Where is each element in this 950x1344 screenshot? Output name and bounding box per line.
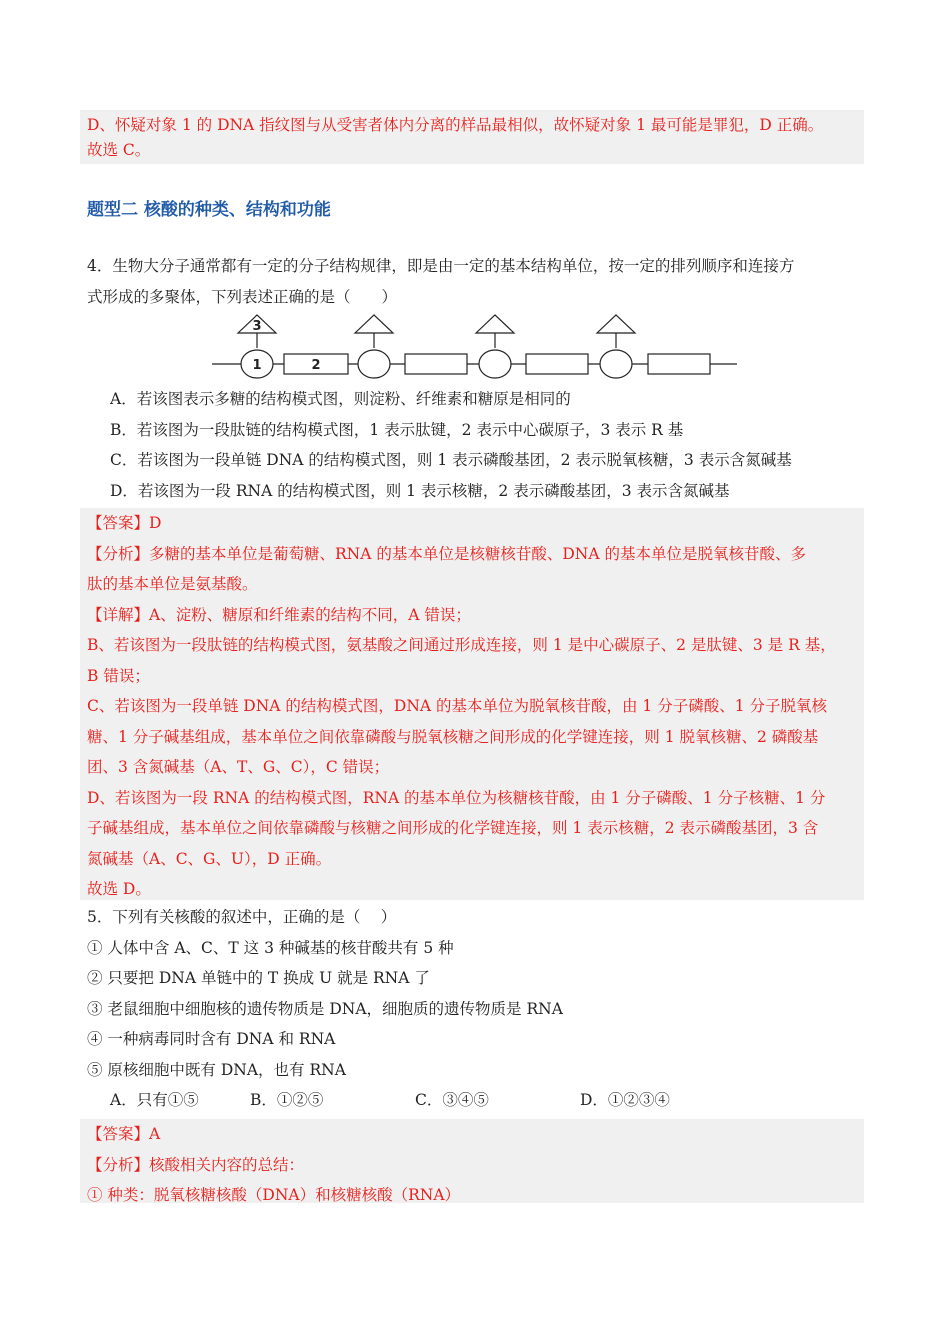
option-b: B．若该图为一段肽链的结构模式图，1 表示肽键，2 表示中心碳原子，3 表示 R 基 — [110, 420, 684, 439]
answer-line: 【答案】D — [87, 514, 162, 532]
question-4-stem-line: 式形成的多聚体，下列表述正确的是（ ） — [87, 287, 398, 306]
question-4-stem-line: 4．生物大分子通常都有一定的分子结构规律，即是由一定的基本结构单位，按一定的排列顺序和连接方 — [87, 257, 795, 275]
statement-1: ① 人体中含 A、C、T 这 3 种碱基的核苷酸共有 5 种 — [87, 938, 454, 957]
choice-a: A．只有①⑤ — [110, 1091, 199, 1109]
option-a: A．若该图表示多糖的结构模式图，则淀粉、纤维素和糖原是相同的 — [110, 390, 571, 408]
choice-c: C．③④⑤ — [415, 1091, 489, 1109]
detail-line: 子碱基组成，基本单位之间依靠磷酸与核糖之间形成的化学键连接，则 1 表示核糖，2 表示磷酸基团，3 含 — [87, 819, 819, 837]
choice-d: D．①②③④ — [580, 1091, 670, 1109]
label-2: 2 — [311, 358, 321, 373]
conclusion-line: 故选 C。 — [87, 140, 151, 159]
explanation-line: D、怀疑对象 1 的 DNA 指纹图与从受害者体内分离的样品最相似，故怀疑对象 1 最可能是罪犯，D 正确。 — [87, 116, 824, 134]
question-5-choices — [80, 1085, 864, 1116]
analysis-line: 肽的基本单位是氨基酸。 — [87, 575, 258, 593]
detail-line: 氮碱基（A、C、G、U），D 正确。 — [87, 849, 332, 868]
detail-line: 糖、1 分子碱基组成，基本单位之间依靠磷酸与脱氧核糖之间形成的化学键连接，则 1 脱氧核糖、2 磷酸基 — [87, 727, 819, 746]
detail-line: 【详解】A、淀粉、糖原和纤维素的结构不同，A 错误； — [87, 605, 471, 624]
statement-3: ③ 老鼠细胞中细胞核的遗传物质是 DNA，细胞质的遗传物质是 RNA — [87, 999, 563, 1018]
statement-2: ② 只要把 DNA 单链中的 T 换成 U 就是 RNA 了 — [87, 969, 430, 987]
choice-b: B．①②⑤ — [250, 1091, 324, 1109]
analysis-line: 【分析】多糖的基本单位是葡萄糖、RNA 的基本单位是核糖核苷酸、DNA 的基本单位是脱氧核苷酸、多 — [87, 544, 806, 563]
detail-line: B 错误； — [87, 666, 150, 685]
detail-line: D、若该图为一段 RNA 的结构模式图，RNA 的基本单位为核糖核苷酸，由 1 分子磷酸、1 分子核糖、1 分 — [87, 788, 826, 807]
question-4-options — [80, 384, 864, 506]
question-5-stem: 5．下列有关核酸的叙述中，正确的是（ ） — [87, 908, 397, 926]
option-d: D．若该图为一段 RNA 的结构模式图，则 1 表示核糖，2 表示磷酸基团，3 表示含氮碱基 — [110, 481, 730, 500]
question-5-answer-block — [80, 1119, 864, 1203]
detail-line: B、若该图为一段肽链的结构模式图，氨基酸之间通过形成连接，则 1 是中心碳原子、2 是肽键、3 是 R 基， — [87, 636, 836, 654]
detail-line: C、若该图为一段单链 DNA 的结构模式图，DNA 的基本单位为脱氧核苷酸，由 1 分子磷酸、1 分子脱氧核 — [87, 697, 828, 715]
polymer-structure-diagram — [212, 312, 737, 382]
detail-line: 团、3 含氮碱基（A、T、G、C），C 错误； — [87, 758, 390, 776]
statement-5: ⑤ 原核细胞中既有 DNA，也有 RNA — [87, 1060, 346, 1079]
question-4-answer-block — [80, 508, 864, 900]
label-1: 1 — [252, 358, 262, 373]
answer-line: 【答案】A — [87, 1125, 161, 1143]
analysis-line: 【分析】核酸相关内容的总结： — [87, 1155, 305, 1174]
label-3: 3 — [252, 319, 262, 334]
detail-line: 故选 D。 — [87, 880, 151, 898]
statement-4: ④ 一种病毒同时含有 DNA 和 RNA — [87, 1030, 336, 1048]
summary-point-1: ① 种类：脱氧核糖核酸（DNA）和核糖核酸（RNA） — [87, 1186, 461, 1204]
section-heading: 题型二 核酸的种类、结构和功能 — [87, 200, 331, 220]
previous-answer-block — [80, 110, 864, 164]
question-4-stem — [80, 251, 864, 312]
option-c: C．若该图为一段单链 DNA 的结构模式图，则 1 表示磷酸基团，2 表示脱氧核糖，3 表示含氮碱基 — [110, 451, 792, 469]
question-5 — [80, 902, 864, 1116]
